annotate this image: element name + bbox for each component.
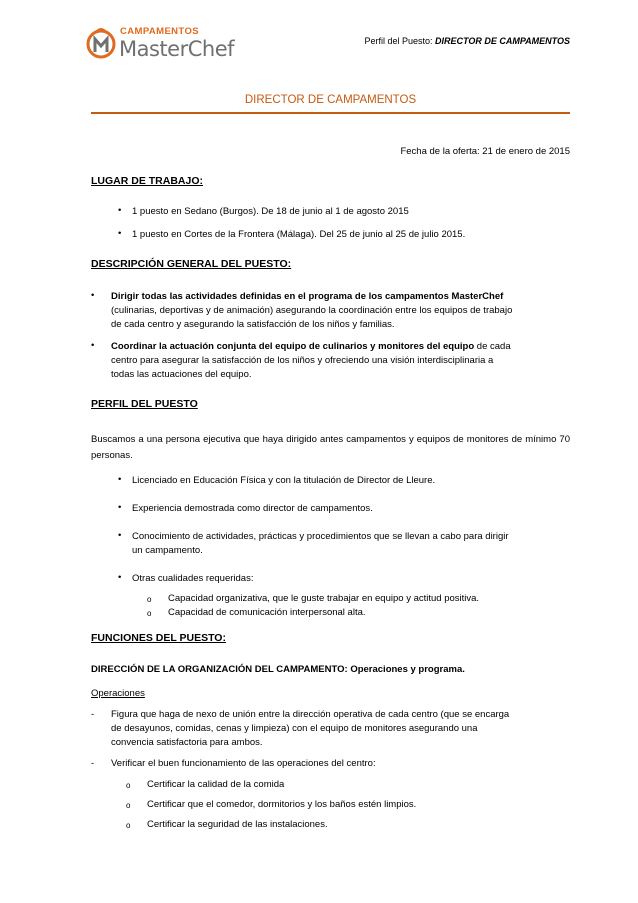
page-title: DIRECTOR DE CAMPAMENTOS [244,94,417,106]
funciones-subheading: DIRECCIÓN DE LA ORGANIZACIÓN DEL CAMPAMENTO: Operaciones y programa. [91,664,465,675]
descripcion-item-1-bold: Dirigir todas las actividades definidas en el programa de los campamentos MasterChef [111,291,504,302]
list-bullet: • [118,205,122,216]
perfil-item-continued: un campamento. [132,545,203,556]
title-divider [91,112,570,114]
list-bullet: • [91,290,95,301]
masterchef-logo [86,26,256,62]
header-profile-job: DIRECTOR DE CAMPAMENTOS [434,36,570,46]
header-profile [364,36,570,46]
perfil-subitem: Capacidad de comunicación interpersonal alta. [168,607,366,618]
funciones-dash-line: convencia satisfactoria para ambos. [111,737,263,748]
perfil-item: Otras cualidades requeridas: [132,573,254,584]
lugar-item: 1 puesto en Cortes de la Frontera (Málaga). Del 25 de junio al 25 de julio 2015. [132,229,466,240]
perfil-intro: Buscamos a una persona ejecutiva que haya dirigido antes campamentos y equipos de monitores de mínimo 70 personas. [91,434,570,461]
funciones-subitem: Certificar que el comedor, dormitorios y los baños estén limpios. [147,799,417,810]
descripcion-item-2-line: todas las actuaciones del equipo. [111,369,252,380]
logo-masterchef-text: MasterChef [119,37,235,61]
descripcion-item-1-line: de cada centro y asegurando la satisfacción de los niños y familias. [111,319,395,330]
descripcion-item-2-rest: de cada [474,341,511,352]
circle-bullet: o [126,781,131,790]
dash-bullet: - [91,758,95,769]
list-bullet: • [118,572,122,583]
header-profile-label: Perfil del Puesto: [364,36,435,46]
list-bullet: • [118,530,122,541]
logo-campamentos-text: CAMPAMENTOS [120,26,199,37]
lugar-heading: LUGAR DE TRABAJO: [91,175,203,187]
circle-bullet: o [126,801,131,810]
operaciones-label: Operaciones [91,688,145,699]
funciones-subitem: Certificar la seguridad de las instalaciones. [147,819,328,830]
descripcion-item-2-bold: Coordinar la actuación conjunta del equipo de culinarios y monitores del equipo [111,341,475,352]
list-bullet: • [118,228,122,239]
list-bullet: • [118,502,122,513]
chef-hat-logo-icon [86,26,116,60]
perfil-item: Experiencia demostrada como director de campamentos. [132,503,373,514]
descripcion-item-1-line: (culinarias, deportivas y de animación) asegurando la coordinación entre los equipos de trabajo [111,305,513,316]
circle-bullet: o [147,609,152,618]
funciones-subitem: Certificar la calidad de la comida [147,779,285,790]
descripcion-item-2-line: centro para asegurar la satisfacción de los niños y ofreciendo una visión interdisciplinaria a [111,355,494,366]
perfil-heading: PERFIL DEL PUESTO [91,398,198,410]
descripcion-heading: DESCRIPCIÓN GENERAL DEL PUESTO: [91,258,292,270]
lugar-item: 1 puesto en Sedano (Burgos). De 18 de junio al 1 de agosto 2015 [132,206,409,217]
circle-bullet: o [126,821,131,830]
perfil-subitem: Capacidad organizativa, que le guste trabajar en equipo y actitud positiva. [168,593,480,604]
perfil-item: Licenciado en Educación Física y con la titulación de Director de Lleure. [132,475,436,486]
funciones-heading: FUNCIONES DEL PUESTO: [91,632,226,644]
list-bullet: • [118,474,122,485]
offer-date: Fecha de la oferta: 21 de enero de 2015 [400,146,570,157]
dash-bullet: - [91,709,95,720]
funciones-dash-line: de desayunos, comidas, cenas y limpieza) con el equipo de monitores asegurando una [111,723,478,734]
perfil-item: Conocimiento de actividades, prácticas y procedimientos que se llevan a cabo para dirigir [132,531,509,542]
circle-bullet: o [147,595,152,604]
list-bullet: • [91,340,95,351]
funciones-dash-line: Figura que haga de nexo de unión entre la dirección operativa de cada centro (que se encarga [111,709,510,720]
funciones-dash-2: Verificar el buen funcionamiento de las operaciones del centro: [111,758,376,769]
descripcion-item-2 [111,340,511,353]
